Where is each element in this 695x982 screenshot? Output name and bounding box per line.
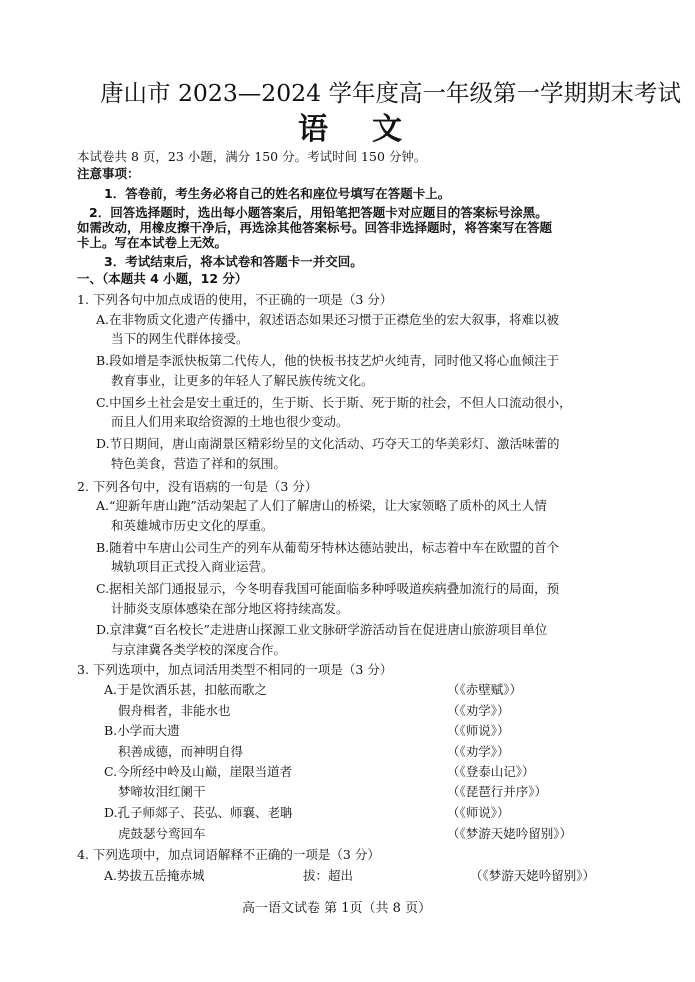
- q1-option-c-line-1: C.中国乡土社会是安土重迁的，生于斯、长于斯、死于斯的社会，不但人口流动很小，: [96, 395, 572, 410]
- q3-option-b-line-1: B.小学而大遗: [104, 723, 180, 738]
- q3-stem: 3. 下列选项中，加点词活用类型不相同的一项是（3 分）: [77, 662, 393, 677]
- q1-stem: 1. 下列各句中加点成语的使用，不正确的一项是（3 分）: [77, 292, 393, 307]
- notice-2-line-1: 2．回答选择题时，选出每小题答案后，用铅笔把答题卡对应题目的答案标号涂黑。: [89, 205, 548, 220]
- q3-option-c-line-2-source: （《琵琶行并序》）: [447, 784, 548, 799]
- q3-option-c-line-1: C.今所经中岭及山巅，崖限当道者: [104, 764, 293, 779]
- notice-heading: 注意事项：: [77, 166, 140, 181]
- q3-option-c-line-1-source: （《登泰山记》）: [447, 764, 535, 779]
- q3-option-a-line-1: A.于是饮酒乐甚，扣舷而歌之: [104, 682, 268, 697]
- exam-summary: 本试卷共 8 页，23 小题，满分 150 分。考试时间 150 分钟。: [77, 149, 427, 164]
- q1-option-b-line-1: B.段如增是李派快板第二代传人，他的快板书技艺炉火纯青，同时他又将心血倾注于: [96, 353, 560, 368]
- q4-option-a-text: A.势拔五岳掩赤城: [104, 868, 205, 883]
- q1-option-d-line-1: D.节日期间，唐山南湖景区精彩纷呈的文化活动、巧夺天工的华美彩灯、激活味蕾的: [96, 436, 560, 451]
- q3-option-d-line-1-source: （《师说》）: [447, 805, 510, 820]
- notice-2-line-3: 卡上。写在本试卷上无效。: [77, 235, 228, 250]
- q3-option-d-line-2: 虎鼓瑟兮鸾回车: [118, 826, 206, 841]
- q3-option-c-line-2: 梦啼妆泪红阑干: [118, 784, 206, 799]
- q2-option-c-line-1: C.据相关部门通报显示，今冬明春我国可能面临多种呼吸道疾病叠加流行的局面，预: [96, 581, 560, 596]
- q1-option-c-line-2: 而且人们用来取给资源的土地也很少变动。: [111, 414, 349, 429]
- q2-option-c-line-2: 计肺炎支原体感染在部分地区将持续高发。: [111, 601, 349, 616]
- q4-option-a-gloss: 拔：超出: [303, 868, 354, 883]
- q1-option-b-line-2: 教育事业，让更多的年轻人了解民族传统文化。: [111, 373, 374, 388]
- subject-char-2: 文: [372, 112, 404, 147]
- notice-3: 3．考试结束后，将本试卷和答题卡一并交回。: [104, 254, 363, 269]
- page-footer: 高一语文试卷 第 1页（共 8 页）: [242, 901, 432, 916]
- q3-option-a-line-1-source: （《赤壁赋》）: [447, 682, 523, 697]
- q1-option-a-line-1: A.在非物质文化遗产传播中，叙述语态如果还习惯于正襟危坐的宏大叙事，将难以被: [96, 312, 560, 327]
- q2-stem: 2. 下列各句中，没有语病的一句是（3 分）: [77, 479, 318, 494]
- q3-option-d-line-1: D.孔子师郯子、苌弘、师襄、老聃: [104, 805, 293, 820]
- subject-title: [298, 112, 404, 147]
- q3-option-b-line-2: 积善成德，而神明自得: [118, 744, 244, 759]
- q3-option-a-line-2: 假舟楫者，非能水也: [118, 703, 231, 718]
- q2-option-a-line-1: A.“迎新年唐山跑”活动架起了人们了解唐山的桥梁，让大家领略了质朴的风土人情: [96, 498, 547, 513]
- q2-option-d-line-2: 与京津冀各类学校的深度合作。: [111, 642, 287, 657]
- q4-option-a-source: （《梦游天姥吟留别》）: [470, 868, 596, 883]
- q2-option-a-line-2: 和英雄城市历史文化的厚重。: [111, 518, 274, 533]
- q2-option-d-line-1: D.京津冀“百名校长”走进唐山探源工业文脉研学游活动旨在促进唐山旅游项目单位: [96, 622, 548, 637]
- q1-option-d-line-2: 特色美食，营造了祥和的氛围。: [111, 456, 287, 471]
- q4-stem: 4. 下列选项中，加点词语解释不正确的一项是（3 分）: [77, 847, 380, 862]
- subject-char-1: 语: [298, 112, 330, 147]
- q2-option-b-line-2: 城轨项目正式投入商业运营。: [111, 559, 274, 574]
- exam-title: 唐山市 2023—2024 学年度高一年级第一学期期末考试: [100, 79, 682, 107]
- q3-option-a-line-2-source: （《劝学》）: [447, 703, 510, 718]
- q1-option-a-line-2: 当下的网生代群体接受。: [111, 331, 249, 346]
- q3-option-b-line-2-source: （《劝学》）: [447, 744, 510, 759]
- q3-option-d-line-2-source: （《梦游天姥吟留别》）: [447, 826, 573, 841]
- q3-option-b-line-1-source: （《师说》）: [447, 723, 510, 738]
- notice-2-line-2: 如需改动，用橡皮擦干净后，再选涂其他答案标号。回答非选择题时，将答案写在答题: [77, 220, 553, 235]
- notice-1: 1．答卷前，考生务必将自己的姓名和座位号填写在答题卡上。: [104, 186, 451, 201]
- q2-option-b-line-1: B.随着中车唐山公司生产的列车从葡萄牙特林达德站驶出，标志着中车在欧盟的首个: [96, 540, 560, 555]
- section-1-heading: 一、（本题共 4 小题，12 分）: [77, 271, 248, 286]
